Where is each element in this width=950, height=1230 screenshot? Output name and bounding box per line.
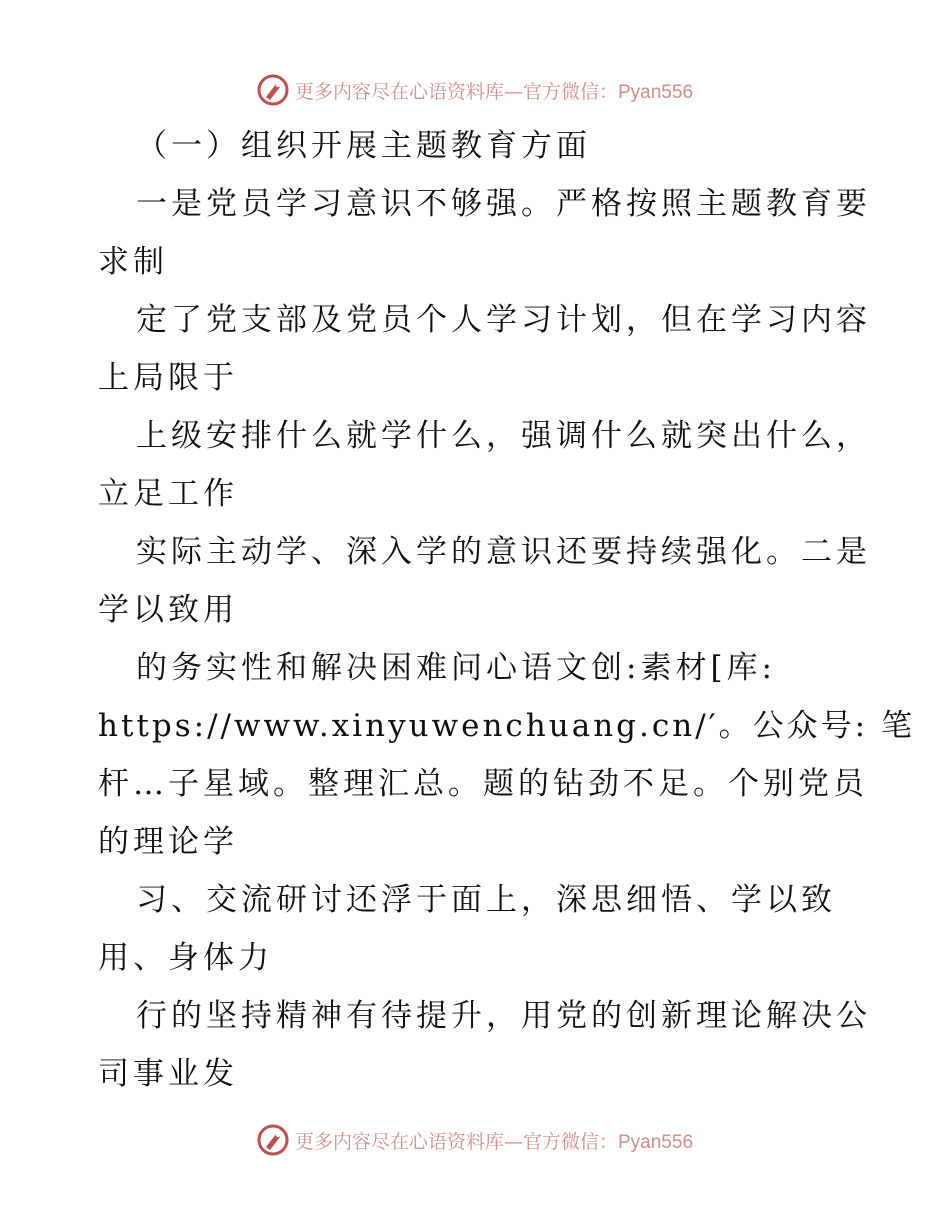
paragraph-line: 杆…子星域。整理汇总。题的钻劲不足。个别党员 bbox=[98, 766, 868, 802]
footer-watermark bbox=[0, 1122, 950, 1158]
paragraph-line: 行的坚持精神有待提升，用党的创新理论解决公 bbox=[136, 998, 871, 1034]
paragraph-line: 求制 bbox=[98, 244, 168, 280]
document-body bbox=[98, 117, 915, 1103]
watermark-text: 更多内容尽在心语资料库—官方微信：Pyan556 bbox=[294, 80, 694, 103]
pen-nib-seal-icon bbox=[257, 74, 289, 106]
paragraph-line: https://www.xinyuwenchuang.cn/′。公众号: 笔 bbox=[98, 708, 915, 744]
paragraph-line: 用、身体力 bbox=[98, 940, 273, 976]
paragraph-line: 实际主动学、深入学的意识还要持续强化。二是 bbox=[136, 534, 871, 570]
paragraph-line: 司事业发 bbox=[98, 1056, 238, 1092]
paragraph-line: 立足工作 bbox=[98, 476, 238, 512]
header-watermark bbox=[0, 72, 950, 108]
pen-nib-seal-icon bbox=[257, 1124, 289, 1156]
watermark-wechat-id: Pyan556 bbox=[618, 1131, 694, 1153]
watermark-wechat-id: Pyan556 bbox=[618, 81, 694, 103]
paragraph-line: 的务实性和解决困难问心语文创:素材[库: bbox=[136, 650, 776, 686]
paragraph-line: 定了党支部及党员个人学习计划，但在学习内容 bbox=[136, 302, 871, 338]
section-heading: （一）组织开展主题教育方面 bbox=[136, 128, 591, 164]
paragraph-line: 上局限于 bbox=[98, 360, 238, 396]
paragraph-line: 上级安排什么就学什么，强调什么就突出什么， bbox=[136, 418, 871, 454]
paragraph-line: 的理论学 bbox=[98, 824, 238, 860]
paragraph-line: 习、交流研讨还浮于面上，深思细悟、学以致 bbox=[136, 882, 836, 918]
watermark-text: 更多内容尽在心语资料库—官方微信：Pyan556 bbox=[294, 1130, 694, 1153]
paragraph-line: 学以致用 bbox=[98, 592, 238, 628]
paragraph-line: 一是党员学习意识不够强。严格按照主题教育要 bbox=[136, 186, 871, 222]
